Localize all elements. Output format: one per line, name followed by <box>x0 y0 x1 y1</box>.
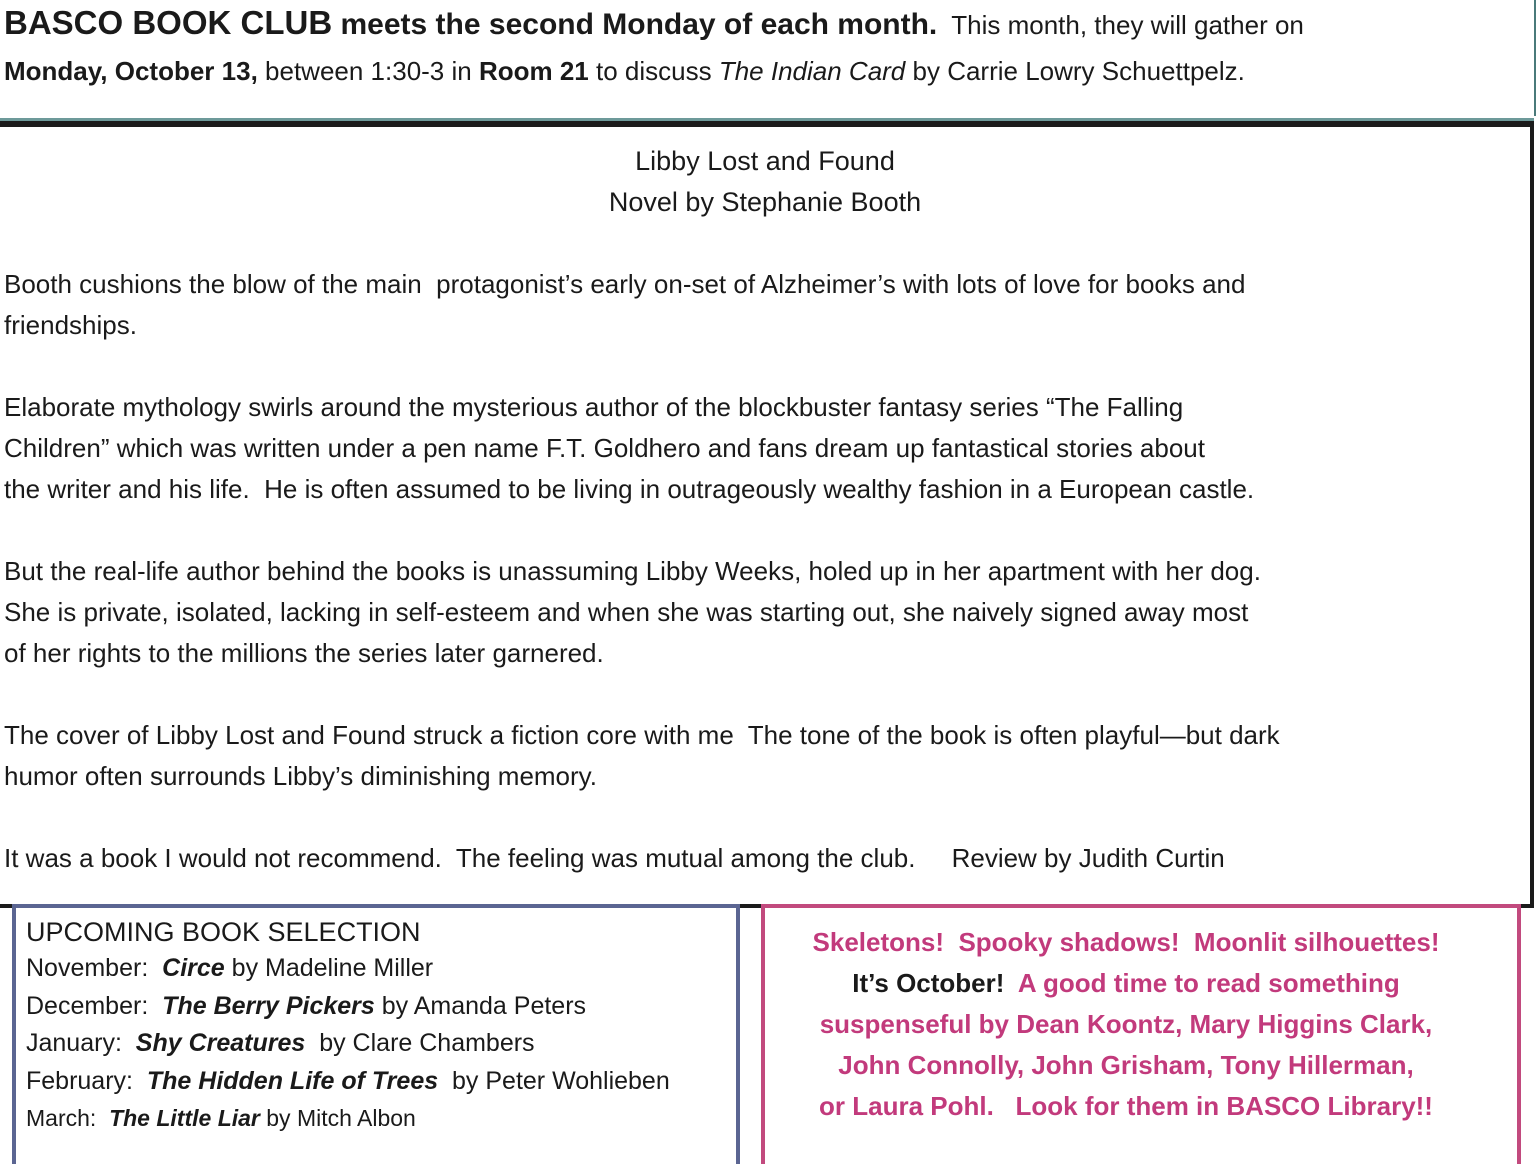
review-paragraph-line: Children” which was written under a pen name F.T. Goldhero and fans dream up fantastical stories about <box>4 433 1205 463</box>
upcoming-author: by Amanda Peters <box>374 991 587 1020</box>
upcoming-heading: UPCOMING BOOK SELECTION <box>26 917 421 947</box>
upcoming-month: January: <box>26 1029 136 1057</box>
review-paragraph-line: Elaborate mythology swirls around the mysterious author of the blockbuster fantasy series “The Falling <box>4 392 1184 422</box>
upcoming-item <box>26 1100 736 1138</box>
review-paragraph-line: It was a book I would not recommend. The feeling was mutual among the club. Review by Judith Curtin <box>4 843 1225 873</box>
meeting-announcement <box>0 0 1536 116</box>
review-paragraph-line: The cover of Libby Lost and Found struck a fiction core with me The tone of the book is often playful—but dark <box>4 720 1280 750</box>
promo-line-1: Skeletons! Spooky shadows! Moonlit silhouettes! <box>812 927 1440 957</box>
discuss-text: to discuss <box>588 56 719 86</box>
promo-line-2 <box>765 963 1517 1004</box>
upcoming-author: by Madeline Miller <box>224 954 434 982</box>
announcement-line-2 <box>0 48 1534 94</box>
gather-intro: This month, they will gather on <box>937 10 1304 40</box>
meeting-time: between 1:30-3 in <box>257 56 479 86</box>
october-promo <box>761 904 1521 1164</box>
discussion-book-author: by Carrie Lowry Schuettpelz. <box>905 56 1245 86</box>
promo-line-5: or Laura Pohl. Look for them in BASCO Library!! <box>819 1091 1433 1121</box>
upcoming-title: The Berry Pickers <box>162 991 375 1020</box>
review-paragraph-line: She is private, isolated, lacking in self-esteem and when she was starting out, she naively signed away most <box>4 597 1249 627</box>
upcoming-title: Shy Creatures <box>135 1029 306 1057</box>
meeting-date: Monday, October 13, <box>4 56 258 86</box>
upcoming-month: February: <box>26 1066 147 1095</box>
upcoming-book-selection <box>12 904 740 1164</box>
review-paragraph-line: Booth cushions the blow of the main protagonist’s early on-set of Alzheimer’s with lots of love for books and <box>4 269 1246 299</box>
upcoming-title: The Little Liar <box>109 1105 260 1131</box>
upcoming-author: by Clare Chambers <box>305 1029 535 1057</box>
upcoming-author: by Mitch Albon <box>259 1105 416 1131</box>
upcoming-item <box>26 988 736 1026</box>
upcoming-item <box>26 950 736 988</box>
upcoming-month: November: <box>26 954 163 982</box>
upcoming-month: March: <box>26 1105 110 1131</box>
club-name: BASCO BOOK CLUB <box>4 4 333 41</box>
review-paragraph-line: of her rights to the millions the series later garnered. <box>4 638 604 668</box>
announcement-line-1 <box>0 0 1534 48</box>
review-title: Libby Lost and Found <box>635 146 895 176</box>
upcoming-item <box>26 1063 736 1101</box>
review-paragraph-line: But the real-life author behind the books is unassuming Libby Weeks, holed up in her apartment with her dog. <box>4 556 1261 586</box>
review-body <box>0 264 1530 879</box>
review-paragraph-line: friendships. <box>4 310 137 340</box>
upcoming-month: December: <box>26 991 163 1020</box>
review-paragraph-line: humor often surrounds Libby’s diminishing memory. <box>4 761 597 791</box>
upcoming-author: by Peter Wohlieben <box>438 1066 670 1095</box>
promo-line-3: suspenseful by Dean Koontz, Mary Higgins Clark, <box>819 1009 1433 1039</box>
review-subtitle: Novel by Stephanie Booth <box>608 187 922 217</box>
upcoming-list <box>26 950 736 1138</box>
promo-october: It’s October! <box>852 968 1005 998</box>
promo-line-2-text: A good time to read something <box>1004 968 1400 998</box>
review-paragraph-line: the writer and his life. He is often assumed to be living in outrageously wealthy fashion in a European castle. <box>4 474 1255 504</box>
discussion-book-title: The Indian Card <box>718 56 906 86</box>
upcoming-title: Circe <box>162 954 225 982</box>
meeting-room: Room 21 <box>478 56 589 86</box>
upcoming-item <box>26 1025 736 1063</box>
upcoming-title: The Hidden Life of Trees <box>146 1066 439 1095</box>
promo-line-4: John Connolly, John Grisham, Tony Hillerman, <box>838 1050 1414 1080</box>
book-review <box>0 121 1534 908</box>
meeting-schedule: meets the second Monday of each month. <box>332 8 938 41</box>
